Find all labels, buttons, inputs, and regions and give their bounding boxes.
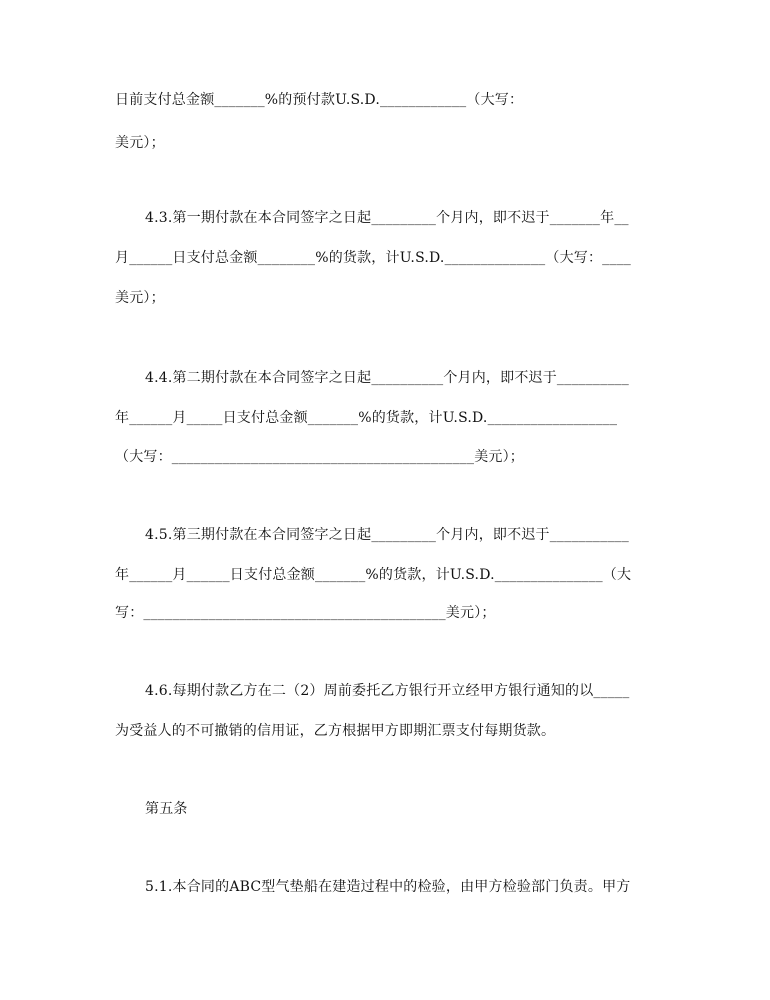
text-line-2: 美元）； <box>115 135 165 151</box>
text-line-1: 日前支付总金额_______%的预付款U.S.D.____________（大写： <box>115 92 524 108</box>
clause-4-4-line-3: （大写：__________________________________________美元）； <box>115 449 524 465</box>
clause-4-4-line-2: 年______月_____日支付总金额_______%的货款，计U.S.D.__________________ <box>115 410 618 426</box>
clause-4-4-line-1: 4.4.第二期付款在本合同签字之日起__________个月内，即不迟于__________ <box>145 370 629 386</box>
clause-4-5-line-3: 写：__________________________________________美元）； <box>115 605 496 621</box>
clause-4-3-line-1: 4.3.第一期付款在本合同签字之日起_________个月内，即不迟于_______年__ <box>145 210 629 226</box>
clause-4-5-line-1: 4.5.第三期付款在本合同签字之日起_________个月内，即不迟于___________ <box>145 527 629 543</box>
article-5-heading: 第五条 <box>145 801 188 817</box>
clause-4-3-line-2: 月______日支付总金额________%的货款，计U.S.D.______________（大写：____ <box>115 250 631 266</box>
clause-4-5-line-2: 年______月______日支付总金额_______%的货款，计U.S.D._______________（大 <box>115 567 632 583</box>
clause-4-6-line-1: 4.6.每期付款乙方在二（2）周前委托乙方银行开立经甲方银行通知的以_____ <box>145 683 630 699</box>
clause-5-1-line-1: 5.1.本合同的ABC型气垫船在建造过程中的检验，由甲方检验部门负责。甲方 <box>145 879 631 895</box>
clause-4-3-line-3: 美元）； <box>115 290 165 306</box>
clause-4-6-line-2: 为受益人的不可撤销的信用证，乙方根据甲方即期汇票支付每期货款。 <box>115 723 556 739</box>
